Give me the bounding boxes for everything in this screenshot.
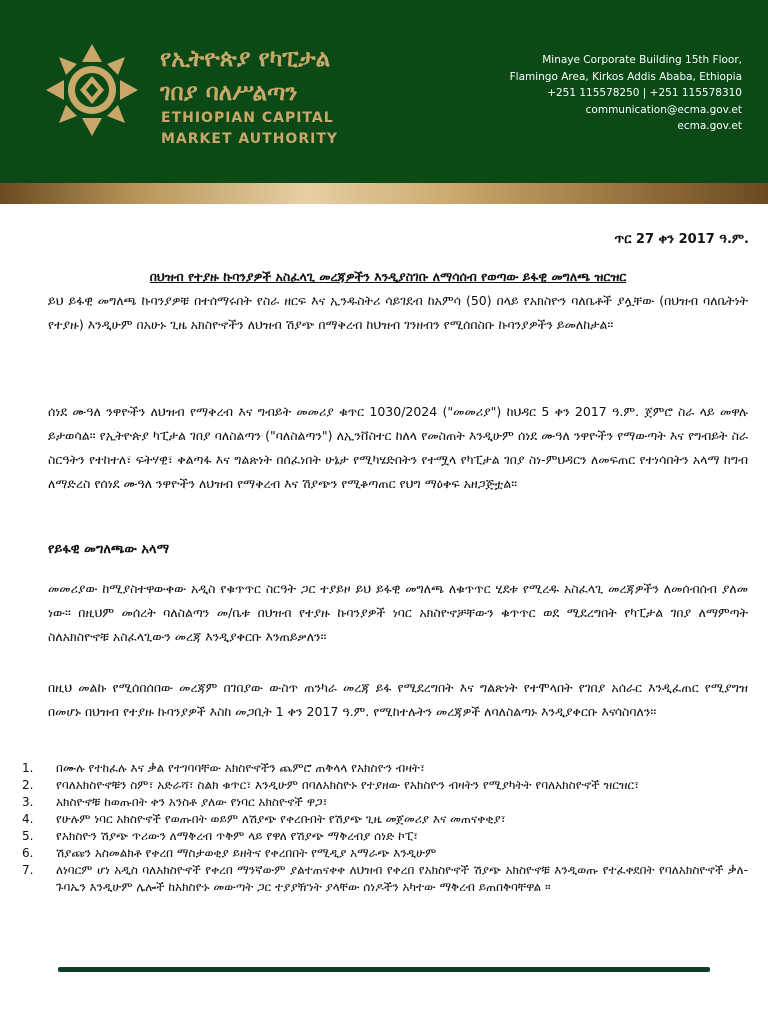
list-item [22,828,748,845]
list-item-text: የባለአክስዮኖቹን ስም፣ አድራሻ፣ ስልክ ቁጥር፣ እንዲሁም በባለአክስዮኑ የተያዘው የአክስዮን ብዛትን የሚያካትት የባለአክስዮኖች ዝርዝር፣ [56,778,640,792]
address-line1: Minaye Corporate Building 15th Floor, [542,54,742,66]
list-item [22,845,748,862]
list-item-text: የሁሉም ነባር አክስዮኖች የወጡበት ወይም ለሽያጭ የቀረቡበት የሽያጭ ጊዜ መጀመሪያ እና መጠናቀቂያ፣ [56,812,506,826]
paragraph-request: በዚህ መልኩ የሚሰበሰበው መረጃም በገበያው ውስጥ ጠንካራ መረጃ ይፋ የሚደረግበት እና ግልጽነት የተሞላበት የገበያ አሰራር እንዲፈጠር የሚያግዝ በመሆኑ በህዝብ የተያዙ ኩባንያዎች እስከ መጋቢት 1 ቀን 2017 ዓ.ም. የሚከተሉትን መረጃዎች ለባለስልጣኑ እንዲያቀርቡ እናሳስባለን፡፡ [48,680,748,719]
list-item-text: ለነባርም ሆነ አዲስ ባለአክስዮኖች የቀረበ ማንኛውም ያልተጠናቀቀ ለህዝብ የቀረበ የአክስዮኖች ሽያጭ አክስዮኖቹ እንዲወጡ የተፈቀደበት የባለአክስዮኖች ቃለ-ጉባኤን እንዲሁም ሌሎች ከአክስዮኑ መውጣት ጋር ተያያዥነት ያላቸው ሰነዶችን አካተው ማቅረብ ይጠበቅባቸዋል ። [56,863,748,894]
list-item-text: የአክስዮን ሽያጭ ጥሪውን ለማቅረብ ጥቅም ላይ የዋለ የሽያጭ ማቅረብያ ሰነድ ኮፒ፣ [56,829,419,843]
list-item-text: ሽያጩን አስመልክቶ የቀረበ ማስታወቂያ ይዘትና የቀረበበት የሚዲያ አማራጭ እንዲሁም [56,846,437,860]
list-item-number: 5. [22,829,34,843]
ecma-logo-icon [42,40,142,140]
address-line2: Flamingo Area, Kirkos Addis Ababa, Ethiopia [509,70,742,83]
list-item-number: 2. [22,778,34,792]
list-item-number: 6. [22,846,34,860]
org-name-english-line1: ETHIOPIAN CAPITAL [161,110,334,126]
header-gold-band [0,183,768,204]
org-name-amharic-line2: ገበያ ባለሥልጣን [160,79,298,106]
section-heading-purpose: የይፋዊ መግለጫው አላማ [48,542,170,557]
list-item-number: 1. [22,761,34,775]
org-name-english [161,108,338,150]
list-item-number: 4. [22,812,34,826]
list-item [22,811,748,828]
document-date: ጥር 27 ቀን 2017 ዓ.ም. [614,232,749,247]
paragraph-intro: ይህ ይፋዊ መግለጫ ኩባንያዎቹ በተሰማሩበት የስራ ዘርፍ እና ኢንዱስትሪ ሳይገደብ ከአምሳ (50) በላይ የአክስዮን ባለቤቶች ያሏቸው (በህዝብ ባለቤትነት የተያዙ) እንዲሁም በአሁኑ ጊዜ አክስዮኖችን ለህዝብ ሽያጭ በማቅረብ ከህዝብ ገንዘብን የሚሰበስቡ ኩባንያዎችን ይመለከታል። [48,293,748,332]
website: ecma.gov.et [677,120,742,132]
list-item [22,760,748,777]
paragraph-background: ሰነደ ሙዓለ ንዋዮችን ለህዝብ የማቅረብ እና ግብይት መመሪያ ቁጥር 1030/2024 ("መመሪያ") ከህዳር 5 ቀን 2017 ዓ.ም. ጀምሮ ስራ ላይ መዋሉ ይታወሳል። የኢትዮጵያ ካፒታል ገበያ ባለስልጣን ("ባለስልጣን") ለኢንቨስተር ከለላ የመስጠት እንዲሁም ሰነደ ሙዓለ ንዋዮችን የማውጣት እና የግብይት ስራ ስርዓትን የተከተለ፣ ፍትሃዊ፣ ቀልጣፋ እና ግልጽነት በሰፈነበት ሁኔታ የሚካሄድበትን የተሟላ የካፒታል ገበያ ስነ-ምህዳርን ለመፍጠር የተነሳበትን አላማ ከግብ ለማድረስ የሰነደ ሙዓለ ንዋዮችን ለህዝብ የማቅረብ እና ሽያጭን የሚቆጣጠር የህግ ማዕቀፍ አዘጋጅቷል። [48,404,748,491]
email-address: communication@ecma.gov.et [585,103,742,116]
phone-numbers: +251 115578250 | +251 115578310 [547,87,742,99]
org-name-amharic [160,42,330,110]
list-item [22,794,748,811]
required-information-list [22,760,748,896]
list-item-text: አክስዮኖቹ ከወጡበት ቀን አንስቶ ያለው የነባር አክስዮኖች ዋጋ፣ [56,795,328,809]
paragraph-purpose: መመሪያው ከሚያስተዋውቀው አዲስ የቁጥጥር ስርዓት ጋር ተያይዞ ይህ ይፋዊ መግለጫ ለቁጥጥር ሂደቱ የሚረዱ አስፈላጊ መረጃዎችን ለመሰብሰብ ያለመ ነው። በዚህም መሰረት ባለስልጣን መ/ቤቱ በህዝብ የተያዙ ኩባንያዎች ነባር አክስዮኖቻቸውን ቁጥጥር ወደ ሚደረግበት የካፒታል ገበያ ለማምጣት ስለአክስዮኖቹ አስፈላጊውን መረጃ እንዲያቀርቡ እንጠይቃለን። [48,581,748,644]
list-item-text: በሙሉ የተከፈሉ እና ቃል የተገባባቸው አክስዮኖችን ጨምሮ ጠቅላላ የአክስዮን ብዛት፣ [56,761,425,775]
org-name-english-line2: MARKET AUTHORITY [161,131,338,147]
org-name-amharic-line1: የኢትዮጵያ የካፒታል [160,45,331,72]
letterhead [0,0,768,183]
document-subject: በህዝብ የተያዙ ኩባንያዎች አስፈላጊ መረጃዎችን እንዲያስገቡ ለማሳሰብ የወጣው ይፋዊ መግለጫ ዝርዝር [149,269,627,284]
list-item-number: 3. [22,795,34,809]
list-item [22,862,748,896]
list-item [22,777,748,794]
list-item-number: 7. [22,863,34,877]
contact-block [412,52,742,135]
footer-divider [58,967,710,972]
